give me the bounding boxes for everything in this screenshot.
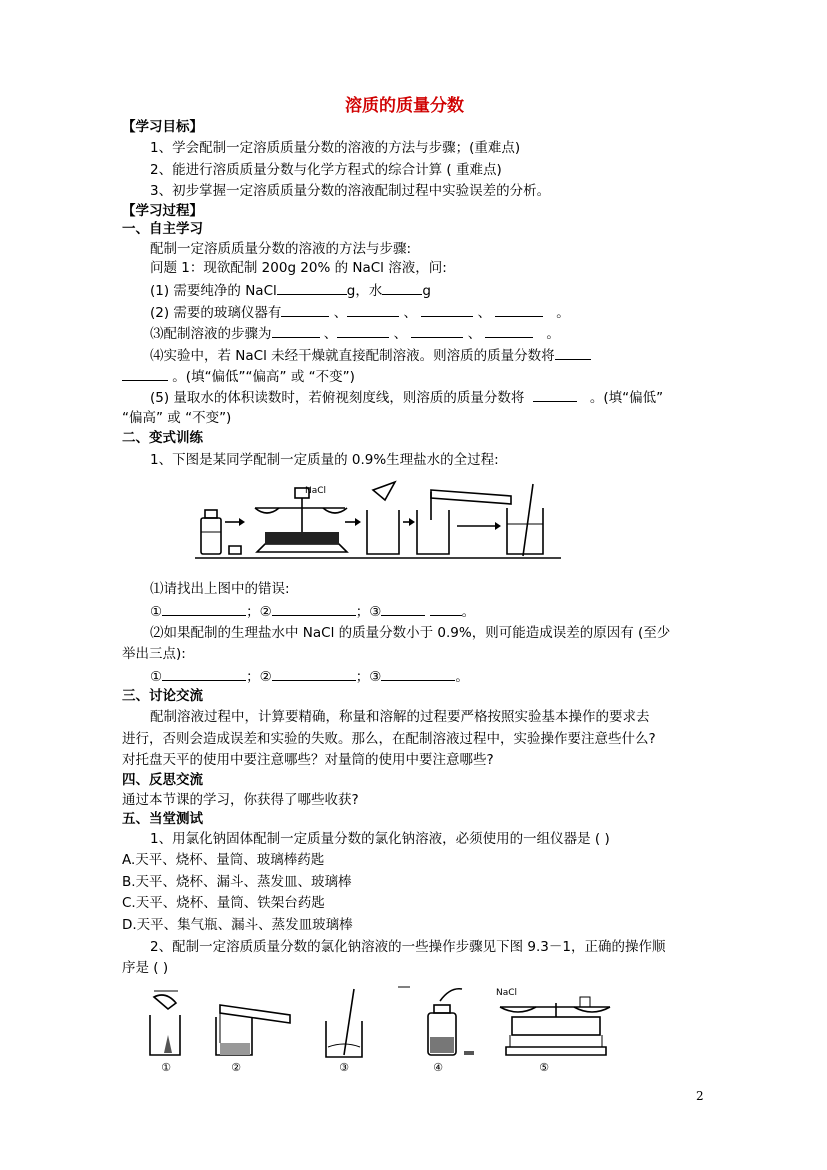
sec4-line-1: 通过本节课的学习，你获得了哪些收获?	[122, 792, 359, 808]
step-3-beaker	[326, 989, 362, 1057]
reason-blank-3[interactable]	[381, 667, 455, 681]
sec1-heading: 一、自主学习	[122, 221, 203, 237]
separator: 、	[403, 305, 418, 321]
sec2-question-1: 1、下图是某同学配制一定质量的 0.9%生理盐水的全过程:	[150, 452, 499, 468]
item5-text-b: 。(填“偏低”	[589, 390, 664, 406]
sec1-item-5	[150, 388, 663, 407]
circle-1: ①	[150, 669, 163, 685]
reason-blank-1[interactable]	[162, 667, 246, 681]
sec5-question-2a: 2、配制一定溶质质量分数的氯化钠溶液的一些操作步骤见下图 9.3－1，正确的操作顺	[150, 939, 666, 955]
item5-text-a: (5) 量取水的体积读数时，若俯视刻度线，则溶质的质量分数将	[150, 390, 525, 406]
item5-text-c: “偏高” 或 “不变”)	[122, 410, 232, 426]
page-title: 溶质的质量分数	[345, 96, 464, 116]
period: 。	[461, 604, 476, 620]
sec1-item-4-cont	[122, 367, 355, 386]
step-blank-4[interactable]	[485, 324, 533, 338]
sec1-question-1: 问题 1：现欲配制 200g 20% 的 NaCl 溶液，问:	[150, 260, 447, 276]
sec1-item-3	[150, 324, 560, 343]
step-blank-3[interactable]	[411, 324, 463, 338]
item4-blank-cont[interactable]	[122, 367, 168, 381]
item4-blank[interactable]	[555, 346, 591, 360]
beaker-3	[507, 484, 543, 556]
sec2-reason-blanks	[150, 667, 469, 686]
nacl-label: NaCl	[305, 486, 327, 496]
reason-blank-2[interactable]	[272, 667, 356, 681]
sec3-line-3: 对托盘天平的使用中要注意哪些？对量筒的使用中要注意哪些?	[122, 752, 494, 768]
item5-blank[interactable]	[533, 388, 577, 402]
step-2-beaker	[216, 1005, 290, 1055]
option-d: D.天平、集气瓶、漏斗、蒸发皿玻璃棒	[122, 917, 353, 933]
sec3-heading: 三、讨论交流	[122, 688, 203, 704]
separator: 、	[323, 326, 338, 342]
separator: 、	[477, 305, 492, 321]
step-5-balance	[500, 997, 610, 1055]
sec1-item-2	[150, 303, 570, 322]
sec3-line-2: 进行，否则会造成误差和实验的失败。那么，在配制溶液过程中，实验操作要注意些什么?	[122, 731, 656, 747]
circle-2: ；②	[246, 604, 272, 620]
error-blank-2[interactable]	[272, 602, 356, 616]
sec2-error-blanks	[150, 602, 475, 621]
nacl-blank[interactable]	[277, 281, 347, 295]
error-blank-1[interactable]	[162, 602, 246, 616]
step-label-1: ①	[161, 1061, 171, 1074]
circle-3: ；③	[355, 604, 382, 620]
error-blank-3a[interactable]	[381, 602, 425, 616]
circle-1: ①	[150, 604, 163, 620]
reagent-bottle	[201, 510, 241, 554]
step-blank-2[interactable]	[337, 324, 389, 338]
water-blank[interactable]	[382, 281, 422, 295]
step-label-2: ②	[231, 1061, 241, 1074]
step5-nacl-label: NaCl	[496, 988, 518, 998]
glassware-blank-4[interactable]	[495, 303, 543, 317]
item1-text-c: g	[422, 283, 431, 299]
sec2-find-errors: ⑴请找出上图中的错误:	[150, 581, 290, 597]
step-label-4: ④	[433, 1061, 443, 1074]
step-label-3: ③	[339, 1061, 349, 1074]
item4-text-a: ⑷实验中，若 NaCl 未经干燥就直接配制溶液。则溶质的质量分数将	[150, 348, 555, 364]
goal-item-2: 2、能进行溶质质量分数与化学方程式的综合计算 ( 重难点)	[150, 162, 502, 178]
arrow-icon	[345, 518, 361, 526]
sec1-intro: 配制一定溶质质量分数的溶液的方法与步骤:	[150, 241, 412, 257]
saline-process-figure	[195, 480, 565, 564]
sec3-line-1: 配制溶液过程中，计算要精确，称量和溶解的过程要严格按照实验基本操作的要求去	[150, 709, 650, 725]
page-number: 2	[696, 1089, 704, 1103]
arrow-icon	[403, 518, 415, 526]
item1-text-b: g，水	[346, 283, 383, 299]
glassware-blank-1[interactable]	[281, 303, 329, 317]
arrow-icon	[457, 522, 501, 530]
period: 。	[556, 305, 570, 321]
step-1-beaker	[150, 991, 180, 1055]
step-4-bottle	[398, 987, 474, 1055]
beaker-2	[417, 510, 449, 554]
beaker-1	[367, 482, 399, 554]
item2-text: (2) 需要的玻璃仪器有	[150, 305, 282, 321]
glassware-blank-3[interactable]	[421, 303, 473, 317]
error-blank-3b[interactable]	[430, 602, 462, 616]
sec1-item-1	[150, 281, 431, 300]
arrow-icon	[225, 518, 245, 526]
item1-text-a: (1) 需要纯净的 NaCl	[150, 283, 277, 299]
option-b: B.天平、烧杯、漏斗、蒸发皿、玻璃棒	[122, 874, 352, 890]
sec2-question-2a: ⑵如果配制的生理盐水中 NaCl 的质量分数小于 0.9%，则可能造成误差的原因有 (至少	[150, 625, 671, 641]
sec2-question-2b: 举出三点):	[122, 646, 186, 662]
step-blank-1[interactable]	[272, 324, 320, 338]
balance	[255, 488, 347, 552]
period: 。	[455, 669, 469, 685]
sec5-heading: 五、当堂测试	[122, 811, 203, 827]
goals-header: 【学习目标】	[122, 119, 203, 135]
operation-steps-figure	[140, 985, 620, 1075]
item3-text: ⑶配制溶液的步骤为	[150, 326, 272, 342]
glassware-blank-2[interactable]	[347, 303, 399, 317]
period: 。	[546, 326, 560, 342]
option-a: A.天平、烧杯、量筒、玻璃棒药匙	[122, 852, 325, 868]
separator: 、	[393, 326, 408, 342]
separator: 、	[333, 305, 348, 321]
goal-item-1: 1、学会配制一定溶质质量分数的溶液的方法与步骤；(重难点)	[150, 140, 521, 156]
pouring-cylinder	[431, 490, 511, 520]
goal-item-3: 3、初步掌握一定溶质质量分数的溶液配制过程中实验误差的分析。	[150, 183, 551, 199]
option-c: C.天平、烧杯、量筒、铁架台药匙	[122, 895, 325, 911]
sec4-heading: 四、反思交流	[122, 772, 203, 788]
sec5-question-2b: 序是 ( )	[122, 960, 169, 976]
circle-3: ；③	[355, 669, 382, 685]
sec2-heading: 二、变式训练	[122, 430, 203, 446]
step-label-5: ⑤	[539, 1061, 549, 1074]
item4-text-b: 。(填“偏低”“偏高” 或 “不变”)	[172, 369, 355, 385]
sec1-item-4	[150, 346, 591, 365]
sec5-question-1: 1、用氯化钠固体配制一定质量分数的氯化钠溶液，必须使用的一组仪器是 ( )	[150, 831, 610, 847]
process-header: 【学习过程】	[122, 203, 203, 219]
separator: 、	[467, 326, 482, 342]
circle-2: ；②	[246, 669, 272, 685]
